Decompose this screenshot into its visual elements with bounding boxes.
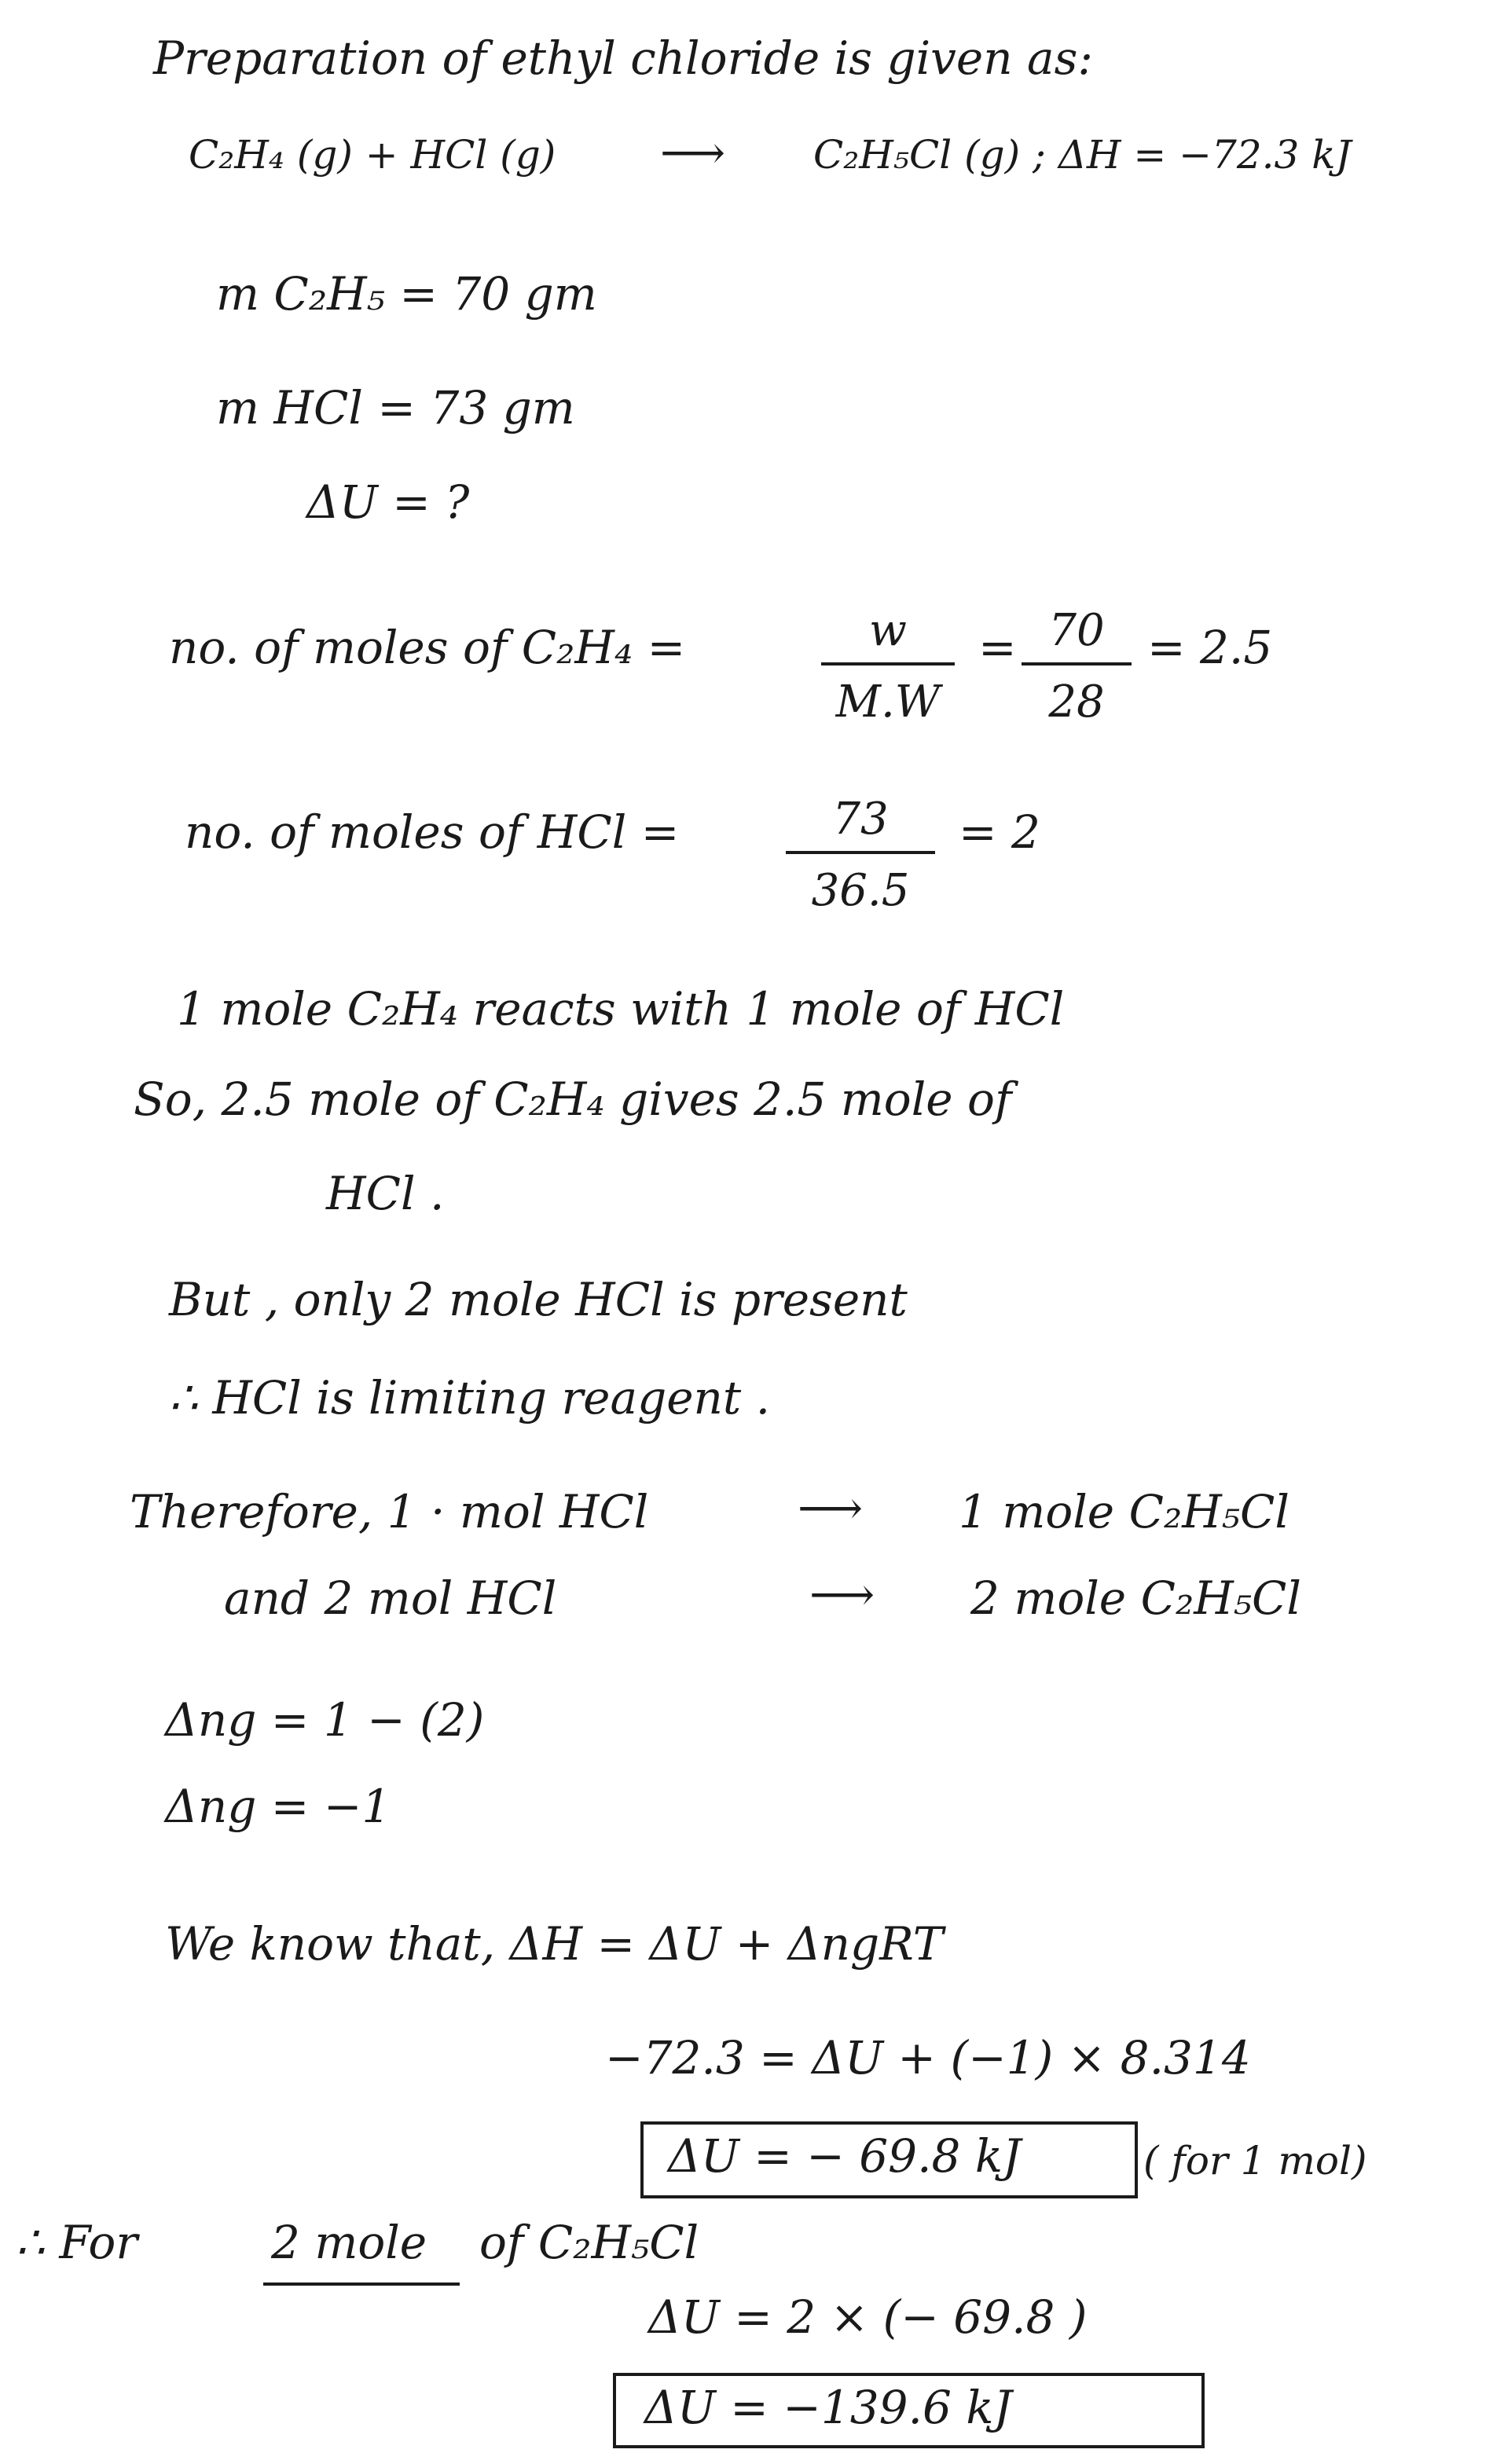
equals-sign: = <box>978 621 1017 674</box>
therefore-line-1-left: Therefore, 1 · mol HCl <box>130 1485 649 1538</box>
fraction-73-over-36-5 <box>786 794 935 916</box>
reaction-ratio-line-2: So, 2.5 mole of C₂H₄ gives 2.5 mole of <box>134 1072 1012 1126</box>
reaction-ratio-line: 1 mole C₂H₄ reacts with 1 mole of HCl <box>177 982 1065 1036</box>
underline <box>263 2282 460 2286</box>
reaction-arrow: ⟶ <box>660 126 726 179</box>
fraction-numerator: 73 <box>786 794 935 854</box>
therefore-line-1-arrow: ⟶ <box>798 1481 864 1534</box>
therefore-line-1-right: 1 mole C₂H₅Cl <box>959 1485 1289 1538</box>
for-two-mole-prefix: ∴ For <box>16 2216 138 2269</box>
therefore-line-2-right: 2 mole C₂H₅Cl <box>970 1571 1301 1625</box>
reaction-ratio-line-3: HCl . <box>326 1167 445 1220</box>
fraction-numerator: 70 <box>1022 605 1132 666</box>
only-two-moles-line: But , only 2 mole HCl is present <box>169 1273 908 1326</box>
moles-hcl-result: = 2 <box>959 805 1040 859</box>
final-result: ΔU = −139.6 kJ <box>644 2381 1012 2434</box>
fraction-denominator: 28 <box>1048 676 1105 728</box>
reaction-rhs: C₂H₅Cl (g) ; ΔH = −72.3 kJ <box>813 132 1352 178</box>
delta-ng-line-2: Δng = −1 <box>165 1780 391 1833</box>
moles-c2h4-result: = 2.5 <box>1147 621 1273 674</box>
moles-c2h4-label: no. of moles of C₂H₄ = <box>169 621 686 674</box>
delta-ng-line-1: Δng = 1 − (2) <box>165 1693 485 1747</box>
given-delta-u: ΔU = ? <box>306 475 470 529</box>
for-two-mole-underlined: 2 mole <box>271 2216 427 2269</box>
fraction-denominator: M.W <box>835 676 941 728</box>
fraction-denominator: 36.5 <box>811 865 910 916</box>
given-mass-c2h5: m C₂H₅ = 70 gm <box>216 267 597 321</box>
fraction-numerator: w <box>821 605 955 666</box>
given-mass-hcl: m HCl = 73 gm <box>216 381 575 434</box>
therefore-line-2-arrow: ⟶ <box>809 1568 875 1621</box>
result-1-mol-note: ( for 1 mol) <box>1143 2138 1367 2184</box>
multiplication-line: ΔU = 2 × (− 69.8 ) <box>648 2290 1088 2344</box>
relation-line: We know that, ΔH = ΔU + ΔngRT <box>165 1917 944 1971</box>
therefore-line-2-left: and 2 mol HCl <box>224 1571 557 1625</box>
fraction-70-over-28 <box>1022 605 1132 728</box>
title-line: Preparation of ethyl chloride is given as: <box>153 31 1093 85</box>
for-two-mole-suffix: of C₂H₅Cl <box>479 2216 699 2269</box>
fraction-w-over-mw <box>821 605 955 728</box>
result-1-mol: ΔU = − 69.8 kJ <box>668 2129 1022 2183</box>
moles-hcl-label: no. of moles of HCl = <box>185 805 680 859</box>
limiting-reagent-line: ∴ HCl is limiting reagent . <box>169 1371 771 1424</box>
reaction-lhs: C₂H₄ (g) + HCl (g) <box>189 132 556 178</box>
substitution-line: −72.3 = ΔU + (−1) × 8.314 <box>605 2031 1251 2084</box>
